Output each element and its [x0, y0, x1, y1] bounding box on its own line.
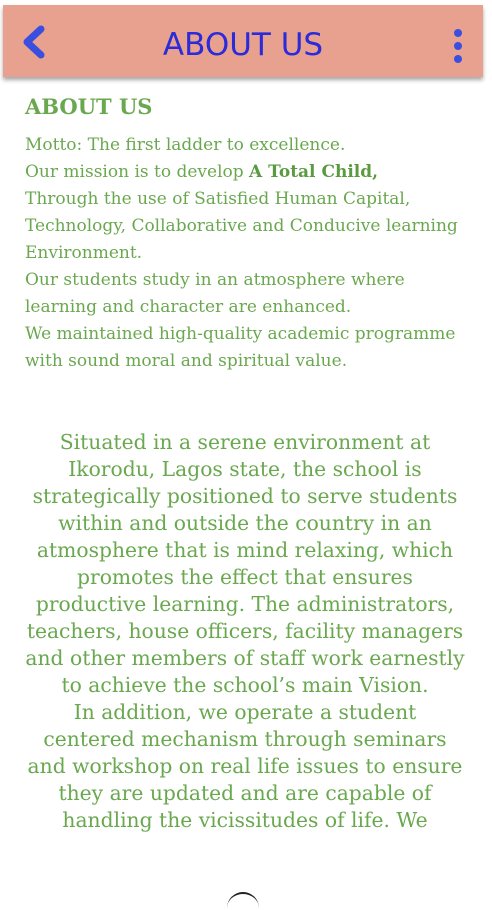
scroll-indicator: [227, 892, 259, 910]
mission-bold: A Total Child,: [249, 162, 379, 182]
section-heading: ABOUT US: [25, 94, 153, 119]
app-bar: [3, 5, 483, 77]
motto-text: Motto: The first ladder to excellence.: [25, 135, 346, 155]
atmosphere-text: Our students study in an atmosphere where learning and character are enhanced.: [25, 270, 405, 317]
mission-prefix: Our mission is to develop: [25, 162, 250, 182]
school-description: [25, 429, 465, 859]
mission-rest: Through the use of Satisfied Human Capital, Technology, Collaborative and Conducive learning Environment.: [25, 189, 458, 263]
mission-text: [25, 159, 465, 267]
page-title: ABOUT US: [162, 27, 324, 63]
about-content: [25, 92, 465, 375]
quality-text: We maintained high-quality academic programme with sound moral and spiritual value.: [25, 324, 456, 371]
more-vert-icon: [451, 27, 465, 65]
addition-text: In addition, we operate a student centered mechanism through seminars and workshop on real life issues to ensure they are updated and are capable of handling the vicissitudes of life. We: [27, 700, 463, 832]
overflow-menu-button[interactable]: [451, 27, 465, 65]
situated-text: Situated in a serene environment at Ikorodu, Lagos state, the school is strategically positioned to serve students within and outside the country in an atmosphere that is mind relaxing, which promotes the effect that ensures productive learning. The administrators, teachers, house officers, facility managers and other members of staff work earnestly to achieve the school’s main Vision.: [25, 430, 465, 697]
